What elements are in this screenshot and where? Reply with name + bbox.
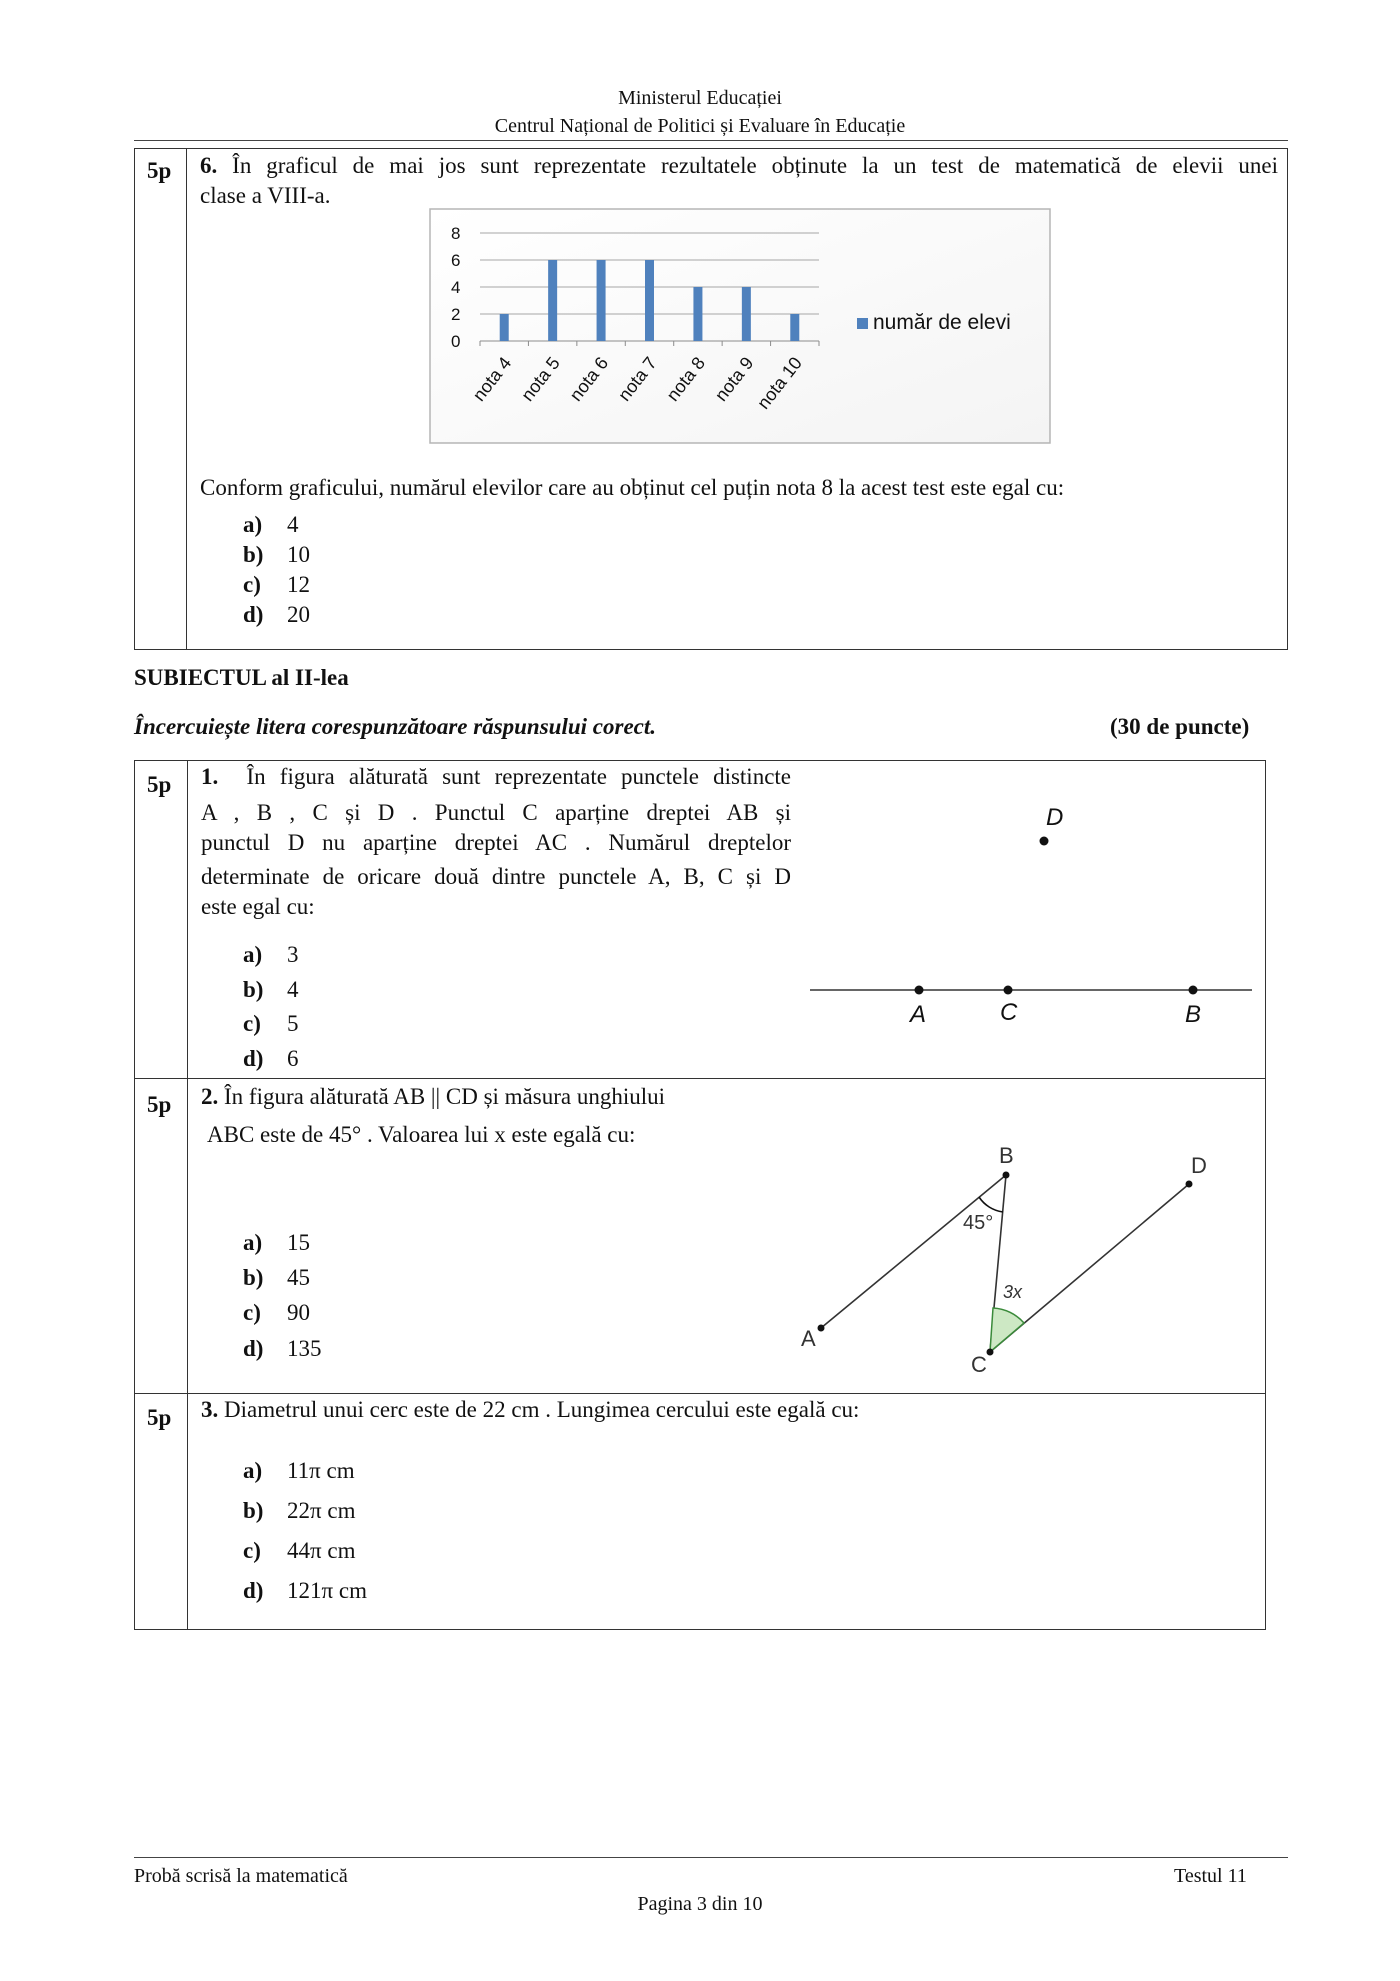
x-tick-label: nota 8: [662, 353, 710, 405]
q6-text-line1: [200, 151, 1278, 181]
option-value: 22π cm: [287, 1498, 356, 1523]
option-value: 135: [287, 1336, 322, 1361]
q2-line1: [201, 1082, 665, 1112]
q6-option-d[interactable]: [243, 602, 310, 628]
q1-line3: punctul D nu aparține dreptei AC . Numărul dreptelor: [201, 830, 791, 855]
footer-rule: [134, 1857, 1288, 1858]
q1-line4: determinate de oricare două dintre punctele A, B, C și D: [201, 864, 791, 889]
row-divider-2: [134, 1393, 1266, 1394]
q1-option-d[interactable]: [243, 1046, 299, 1072]
bar-nota-10: [790, 314, 799, 341]
footer-page: Pagina 3 din 10: [637, 1893, 763, 1915]
label-b: B: [999, 1143, 1014, 1168]
q2-number: 2.: [201, 1084, 219, 1109]
q6-points: 5p: [147, 158, 172, 183]
option-value: 121π cm: [287, 1578, 367, 1603]
option-letter: c): [243, 1538, 261, 1563]
label-b: B: [1185, 1001, 1202, 1028]
q3-text: Diametrul unui cerc este de 22 cm . Lungimea cercului este egală cu:: [224, 1397, 860, 1422]
q3-line: [201, 1395, 859, 1425]
q3-option-b[interactable]: [243, 1498, 355, 1524]
label-d: D: [1046, 804, 1064, 831]
q6-text: În graficul de mai jos sunt reprezentate rezultatele obținute la un test de matematică de elevii unei: [232, 153, 1278, 178]
q1-figure: [800, 790, 1260, 1040]
y-tick-label: 4: [451, 278, 461, 297]
bar-nota-5: [548, 260, 557, 341]
option-letter: b): [243, 1265, 264, 1290]
q6-option-c[interactable]: [243, 572, 310, 598]
point-c: [1004, 986, 1013, 995]
option-value: 20: [287, 602, 310, 627]
option-value: 10: [287, 542, 310, 567]
y-tick-label: 0: [451, 332, 461, 351]
legend-label: număr de elevi: [873, 311, 1011, 334]
x-tick-label: nota 6: [565, 353, 613, 405]
q3-option-c[interactable]: [243, 1538, 355, 1564]
option-letter: d): [243, 602, 264, 627]
label-a: A: [801, 1326, 816, 1351]
bar-chart: [429, 208, 1053, 446]
q6-option-a[interactable]: [243, 512, 299, 538]
option-value: 45: [287, 1265, 310, 1290]
option-value: 90: [287, 1300, 310, 1325]
x-tick-label: nota 9: [710, 353, 758, 405]
y-tick-label: 2: [451, 305, 461, 324]
point-c: [987, 1349, 994, 1356]
y-tick-label: 6: [451, 251, 461, 270]
option-letter: d): [243, 1336, 264, 1361]
point-b: [1189, 986, 1198, 995]
angle-b-arc: [979, 1197, 1003, 1212]
option-value: 11π cm: [287, 1458, 355, 1483]
q3-option-a[interactable]: [243, 1458, 355, 1484]
q6-divider: [186, 148, 187, 650]
header-rule: [134, 140, 1288, 141]
label-c: C: [1000, 999, 1018, 1026]
option-value: 12: [287, 572, 310, 597]
q1-option-a[interactable]: [243, 942, 299, 968]
point-d: [1040, 837, 1049, 846]
q2-option-a[interactable]: [243, 1230, 310, 1256]
legend-swatch: [857, 318, 868, 329]
option-letter: c): [243, 1300, 261, 1325]
q6-question: Conform graficului, numărul elevilor care au obținut cel puțin nota 8 la acest test este egal cu:: [200, 475, 1065, 500]
point-b: [1003, 1172, 1010, 1179]
q3-option-d[interactable]: [243, 1578, 367, 1604]
section-points: (30 de puncte): [1110, 714, 1250, 739]
x-tick-label: nota 5: [517, 353, 564, 405]
q1-line1: [201, 762, 791, 792]
option-value: 4: [287, 977, 299, 1002]
point-a: [818, 1325, 825, 1332]
x-tick-label: nota 10: [753, 353, 806, 413]
q1-points: 5p: [147, 772, 172, 797]
option-letter: b): [243, 542, 264, 567]
header-ministry: Ministerul Educației: [618, 87, 782, 109]
option-letter: d): [243, 1578, 264, 1603]
q2-figure: [785, 1140, 1225, 1380]
q3-number: 3.: [201, 1397, 219, 1422]
bar-nota-8: [693, 287, 702, 341]
point-d: [1186, 1181, 1193, 1188]
bar-nota-4: [500, 314, 509, 341]
point-a: [915, 986, 924, 995]
x-tick-label: nota 4: [468, 353, 516, 405]
angle-c-sector: [990, 1308, 1024, 1352]
bar-nota-6: [597, 260, 606, 341]
bar-nota-9: [742, 287, 751, 341]
label-a: A: [910, 1001, 927, 1028]
footer-right: Testul 11: [1174, 1865, 1247, 1887]
q6-option-b[interactable]: [243, 542, 310, 568]
option-value: 3: [287, 942, 299, 967]
label-c: C: [971, 1352, 987, 1377]
subject2-divider: [187, 760, 188, 1630]
section-instruction: Încercuiește litera corespunzătoare răspunsului corect.: [134, 714, 657, 739]
angle-b-label: 45°: [963, 1212, 994, 1234]
q1-line1-text: În figura alăturată sunt reprezentate punctele distincte: [246, 764, 792, 789]
q6-number: 6.: [200, 153, 218, 178]
y-tick-label: 8: [451, 224, 461, 243]
option-value: 44π cm: [287, 1538, 356, 1563]
option-letter: a): [243, 1458, 263, 1483]
q1-line2: A , B , C și D . Punctul C aparține dreptei AB și: [201, 800, 791, 825]
bar-nota-7: [645, 260, 654, 341]
option-letter: b): [243, 977, 264, 1002]
option-value: 5: [287, 1011, 299, 1036]
option-letter: a): [243, 1230, 263, 1255]
q1-text: [201, 762, 791, 922]
q2-points: 5p: [147, 1092, 172, 1117]
q2-line1-text: În figura alăturată AB || CD și măsura unghiului: [224, 1084, 666, 1109]
label-d: D: [1191, 1153, 1207, 1178]
section-title: SUBIECTUL al II-lea: [134, 665, 349, 690]
q1-option-c[interactable]: [243, 1011, 299, 1037]
option-value: 15: [287, 1230, 310, 1255]
option-letter: c): [243, 572, 261, 597]
q2-option-c[interactable]: [243, 1300, 310, 1326]
q3-points: 5p: [147, 1405, 172, 1430]
q1-option-b[interactable]: [243, 977, 299, 1003]
header-center: Centrul Național de Politici și Evaluare în Educație: [494, 115, 906, 137]
q2-option-d[interactable]: [243, 1336, 322, 1362]
q1-line5: este egal cu:: [201, 894, 315, 919]
option-letter: a): [243, 512, 263, 537]
option-letter: c): [243, 1011, 261, 1036]
option-letter: b): [243, 1498, 264, 1523]
option-letter: a): [243, 942, 263, 967]
footer-left: Probă scrisă la matematică: [134, 1865, 348, 1887]
option-value: 4: [287, 512, 299, 537]
q1-number: 1.: [201, 764, 219, 789]
row-divider-1: [134, 1078, 1266, 1079]
option-value: 6: [287, 1046, 299, 1071]
q2-option-b[interactable]: [243, 1265, 310, 1291]
x-tick-label: nota 7: [614, 353, 661, 405]
angle-c-label: 3x: [1003, 1282, 1023, 1302]
q6-text-line2: clase a VIII-a.: [200, 183, 331, 208]
q2-line2: ABC este de 45° . Valoarea lui x este egală cu:: [207, 1122, 636, 1147]
segment-ab: [821, 1175, 1006, 1328]
option-letter: d): [243, 1046, 264, 1071]
